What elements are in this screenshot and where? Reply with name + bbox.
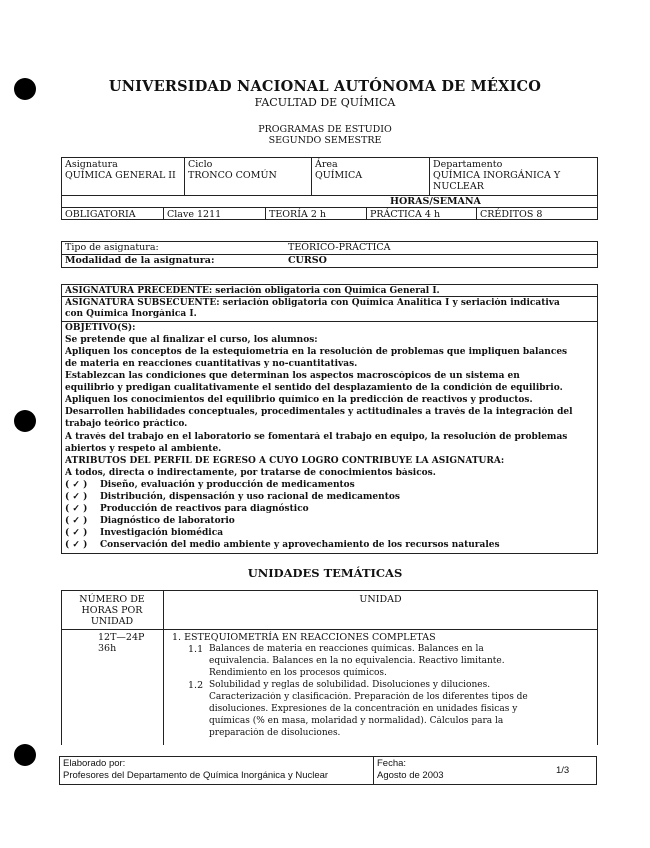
clave-value: Clave 1211 (167, 209, 222, 220)
units-col1-header-line2: HORAS POR (81, 605, 143, 616)
subtopic-line: equivalencia. Balances en la no equivalencia. Reactivo limitante. (209, 656, 505, 666)
asignatura-subsecuente-line1: ASIGNATURA SUBSECUENTE: seriación obligatoria con Química Analítica I y seriación indicativa (65, 298, 560, 308)
objetivo-line: Establezcan las condiciones que determinan los aspectos macroscópicos de un sistema en (65, 371, 520, 381)
check-mark-icon: ( ✓ ) (65, 540, 88, 550)
tipo-value: TEÓRICO-PRÁCTICA (288, 242, 391, 253)
ciclo-label: Ciclo (188, 159, 213, 170)
ciclo-value: TRONCO COMÚN (188, 170, 277, 181)
fecha-value: Agosto de 2003 (377, 770, 444, 781)
obligatoria-value: OBLIGATORIA (65, 209, 136, 220)
attribute-label: Investigación biomédica (100, 528, 224, 538)
tipo-label: Tipo de asignatura: (65, 242, 159, 253)
objetivo-line: abiertos y respeto al ambiente. (65, 444, 222, 454)
check-mark-icon: ( ✓ ) (65, 492, 88, 502)
departamento-value-line2: NUCLEAR (433, 181, 484, 192)
subtopic-line: Caracterización y clasificación. Preparación de los diferentes tipos de (209, 692, 528, 702)
check-mark-icon: ( ✓ ) (65, 528, 88, 538)
unit-hours-line2: 36h (98, 643, 117, 654)
attribute-item (65, 516, 235, 526)
objetivo-title: OBJETIVO(S): (65, 323, 136, 333)
asignatura-label: Asignatura (65, 159, 118, 170)
objetivo-line: A través del trabajo en el laboratorio se fomentará el trabajo en equipo, la resolución de problemas (65, 432, 568, 442)
objetivo-line: Se pretende que al finalizar el curso, los alumnos: (65, 335, 318, 345)
subtopic-line: preparación de disoluciones. (209, 728, 341, 738)
practica-value: PRÁCTICA 4 h (370, 209, 441, 220)
university-title: UNIVERSIDAD NACIONAL AUTÓNOMA DE MÉXICO (108, 78, 542, 95)
attribute-item (65, 504, 309, 514)
creditos-value: CRÉDITOS 8 (480, 209, 543, 220)
subtopic-line: Rendimiento en los procesos químicos. (209, 668, 387, 678)
subtopic-line: Balances de materia en reacciones químicas. Balances en la (209, 644, 484, 654)
attribute-item (65, 528, 224, 538)
asignatura-subsecuente-line2: con Química Inorgánica I. (65, 309, 197, 319)
atributos-intro: A todos, directa o indirectamente, por tratarse de conocimientos básicos. (65, 468, 436, 478)
area-label: Área (315, 159, 338, 170)
objetivo-line: Apliquen los conceptos de la estequiometría en la resolución de problemas que impliquen balances (65, 347, 568, 357)
departamento-value-line1: QUÍMICA INORGÁNICA Y (433, 170, 561, 181)
asignatura-value: QUÍMICA GENERAL II (65, 170, 176, 181)
semester-title: SEGUNDO SEMESTRE (268, 135, 382, 146)
atributos-title: ATRIBUTOS DEL PERFIL DE EGRESO A CUYO LOGRO CONTRIBUYE LA ASIGNATURA: (65, 456, 505, 466)
program-title: PROGRAMAS DE ESTUDIO (258, 124, 392, 135)
faculty-title: FACULTAD DE QUÍMICA (254, 96, 396, 109)
check-mark-icon: ( ✓ ) (65, 480, 88, 490)
units-col1-header-line3: UNIDAD (90, 616, 134, 627)
asignatura-precedente: ASIGNATURA PRECEDENTE: seriación obligatoria con Química General I. (65, 286, 440, 296)
subtopic-line: disoluciones. Expresiones de la concentración en unidades físicas y (209, 704, 518, 714)
attribute-label: Diseño, evaluación y producción de medicamentos (100, 480, 355, 490)
modalidad-value: CURSO (288, 255, 327, 266)
objetivo-line: de materia en reacciones cuantitativas y no-cuantitativas. (65, 359, 358, 369)
attribute-label: Conservación del medio ambiente y aprovechamiento de los recursos naturales (100, 540, 500, 550)
attribute-item (65, 540, 500, 550)
page-number: 1/3 (556, 765, 570, 776)
units-col1-header (62, 594, 162, 627)
attribute-item (65, 492, 400, 502)
elaborado-value: Profesores del Departamento de Química Inorgánica y Nuclear (63, 770, 329, 781)
teoria-value: TEORÍA 2 h (269, 209, 327, 220)
subtopic-number: 1.2 (188, 680, 204, 691)
units-col2-header: UNIDAD (359, 594, 402, 605)
binder-hole-middle (14, 410, 36, 432)
check-mark-icon: ( ✓ ) (65, 504, 88, 514)
objetivo-line: equilibrio y predigan cualitativamente el sentido del desplazamiento de la condición de equilibrio. (65, 383, 563, 393)
elaborado-label: Elaborado por: (63, 758, 126, 769)
attribute-label: Distribución, dispensación y uso racional de medicamentos (100, 492, 400, 502)
binder-hole-bottom (14, 744, 36, 766)
check-mark-icon: ( ✓ ) (65, 516, 88, 526)
unit-hours-line1: 12T—24P (98, 632, 145, 643)
unit-title: 1. ESTEQUIOMETRÍA EN REACCIONES COMPLETAS (172, 632, 436, 643)
objetivo-line: Apliquen los conocimientos del equilibrio químico en la predicción de reactivos y productos. (65, 395, 533, 405)
modalidad-label: Modalidad de la asignatura: (65, 255, 215, 266)
objetivo-line: trabajo teórico práctico. (65, 419, 188, 429)
attribute-label: Producción de reactivos para diagnóstico (100, 504, 309, 514)
area-value: QUÍMICA (315, 170, 363, 181)
attribute-label: Diagnóstico de laboratorio (100, 516, 235, 526)
attribute-item (65, 480, 355, 490)
fecha-label: Fecha: (377, 758, 407, 769)
subtopic-number: 1.1 (188, 644, 204, 655)
objetivo-line: Desarrollen habilidades conceptuales, procedimentales y actitudinales a través de la integración del (65, 407, 573, 417)
subtopic-line: Solubilidad y reglas de solubilidad. Disoluciones y diluciones. (209, 680, 491, 690)
section-title: UNIDADES TEMÁTICAS (247, 566, 403, 580)
departamento-label: Departamento (433, 159, 503, 170)
subtopic-line: químicas (% en masa, molaridad y normalidad). Cálculos para la (209, 716, 504, 726)
units-col1-header-line1: NÚMERO DE (79, 594, 145, 605)
horas-semana-label: HORAS/SEMANA (390, 196, 481, 207)
